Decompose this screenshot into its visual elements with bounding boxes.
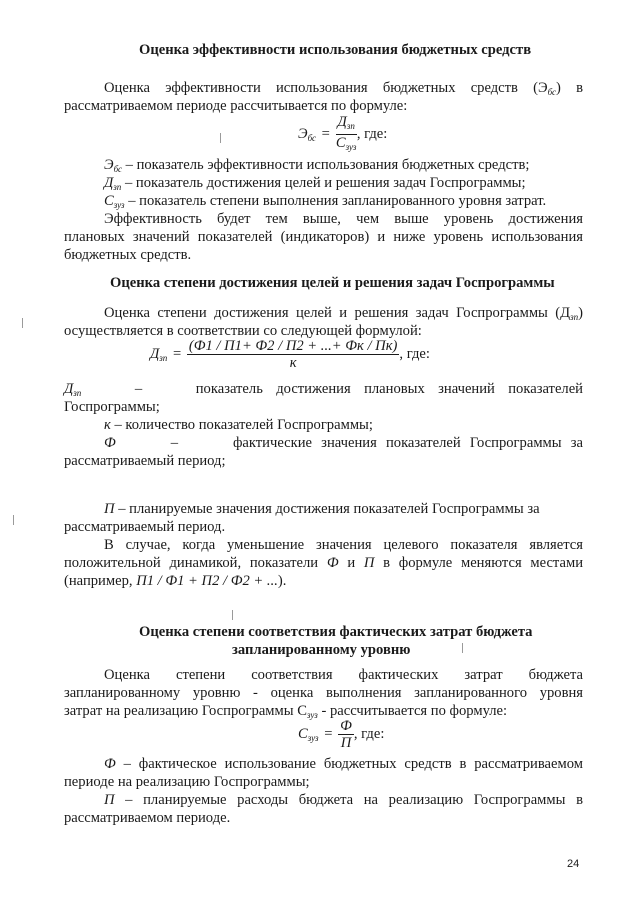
definition-f-3: Ф – фактическое использование бюджетных средств в рассматриваемом [104, 756, 583, 772]
definition-f: Ф – фактические значения показателей Госпрограммы за [104, 435, 583, 451]
section2-para-line1: В случае, когда уменьшение значения целевого показателя является [104, 537, 583, 553]
formula-cost-conformity: $С_{зуз}$ = $\frac{Ф}{П}$ , где: [298, 718, 385, 751]
formula-fraction: $\frac{(Ф1 / П1+ Ф2 / П2 + ...+ Фк / Пк)}{к}$ [188, 338, 398, 371]
section3-intro-line1: Оценка степени соответствия фактических затрат бюджета [104, 667, 583, 683]
section-heading-goal-achievement: Оценка степени достижения целей и решения задач Госпрограммы [110, 275, 555, 291]
definition-d-zp: $Д_{зп}$ – показатель достижения целей и решения задач Госпрограммы; [104, 175, 526, 192]
section2-para-line3: (например, П1 / Ф1 + П2 / Ф2 + ...). [64, 573, 287, 589]
definition-d-zp-2: $Д_{зп}$ – показатель достижения плановых значений показателей [64, 381, 583, 398]
formula-fraction: $\frac{Д_{зп}}{С_{зуз}}$ [335, 114, 357, 152]
section1-para-line2: плановых значений показателей (индикаторов) и ниже уровень использования [64, 229, 583, 245]
definition-f-line2: рассматриваемый период; [64, 453, 226, 469]
section-heading-cost-conformity-line2: запланированному уровню [232, 642, 411, 658]
scan-mark [232, 610, 233, 620]
section1-para-line3: бюджетных средств. [64, 247, 192, 263]
section2-intro-line1: Оценка степени достижения целей и решения задач Госпрограммы $(Д_{зп})$ [104, 305, 583, 322]
scan-mark [220, 133, 221, 143]
section-heading-cost-conformity-line1: Оценка степени соответствия фактических затрат бюджета [139, 624, 533, 640]
section2-intro-line2: осуществляется в соответствии со следующей формулой: [64, 323, 422, 339]
definition-p-3-line2: рассматриваемом периоде. [64, 810, 231, 826]
section1-intro-line2: рассматриваемом периоде рассчитывается по формуле: [64, 98, 408, 114]
section3-intro-line2: запланированному уровню - оценка выполнения запланированного уровня [64, 685, 583, 701]
section1-para-line1: Эффективность будет тем выше, чем выше уровень достижения [104, 211, 583, 227]
page-number: 24 [567, 858, 580, 870]
scan-mark [22, 318, 23, 328]
formula-goal-achievement: $Д_{зп}$ = $\frac{(Ф1 / П1+ Ф2 / П2 + ...+ Фк / Пк)}{к}$ , где: [150, 338, 430, 371]
section-heading-budget-efficiency: Оценка эффективности использования бюджетных средств [139, 42, 532, 58]
definition-d-zp-2-line2: Госпрограммы; [64, 399, 160, 415]
definition-p-3: П – планируемые расходы бюджета на реализацию Госпрограммы в [104, 792, 583, 808]
definition-e-bs: $Э_{бс}$ – показатель эффективности использования бюджетных средств; [104, 157, 530, 174]
scan-mark [462, 643, 463, 653]
definition-p-line2: рассматриваемый период. [64, 519, 226, 535]
section1-intro-line1: Оценка эффективности использования бюджетных средств $(Э_{бс})$ в [104, 80, 583, 97]
definition-f-3-line2: периоде на реализацию Госпрограммы; [64, 774, 310, 790]
formula-budget-efficiency: $Э_{бс}$ = $\frac{Д_{зп}}{С_{зуз}}$ , где: [298, 114, 387, 155]
formula-fraction: $\frac{Ф}{П}$ [340, 718, 352, 751]
definition-k: к – количество показателей Госпрограммы; [104, 417, 373, 433]
definition-p: П – планируемые значения достижения показателей Госпрограммы за [104, 501, 540, 517]
section3-intro-line3: затрат на реализацию Госпрограммы $С_{зуз}$ - рассчитывается по формуле: [64, 703, 508, 720]
definition-s-zuz: $С_{зуз}$ – показатель степени выполнения запланированного уровня затрат. [104, 193, 547, 210]
scan-mark [13, 515, 14, 525]
section2-para-line2: положительной динамикой, показатели Ф и П в формуле меняются местами [64, 555, 584, 571]
